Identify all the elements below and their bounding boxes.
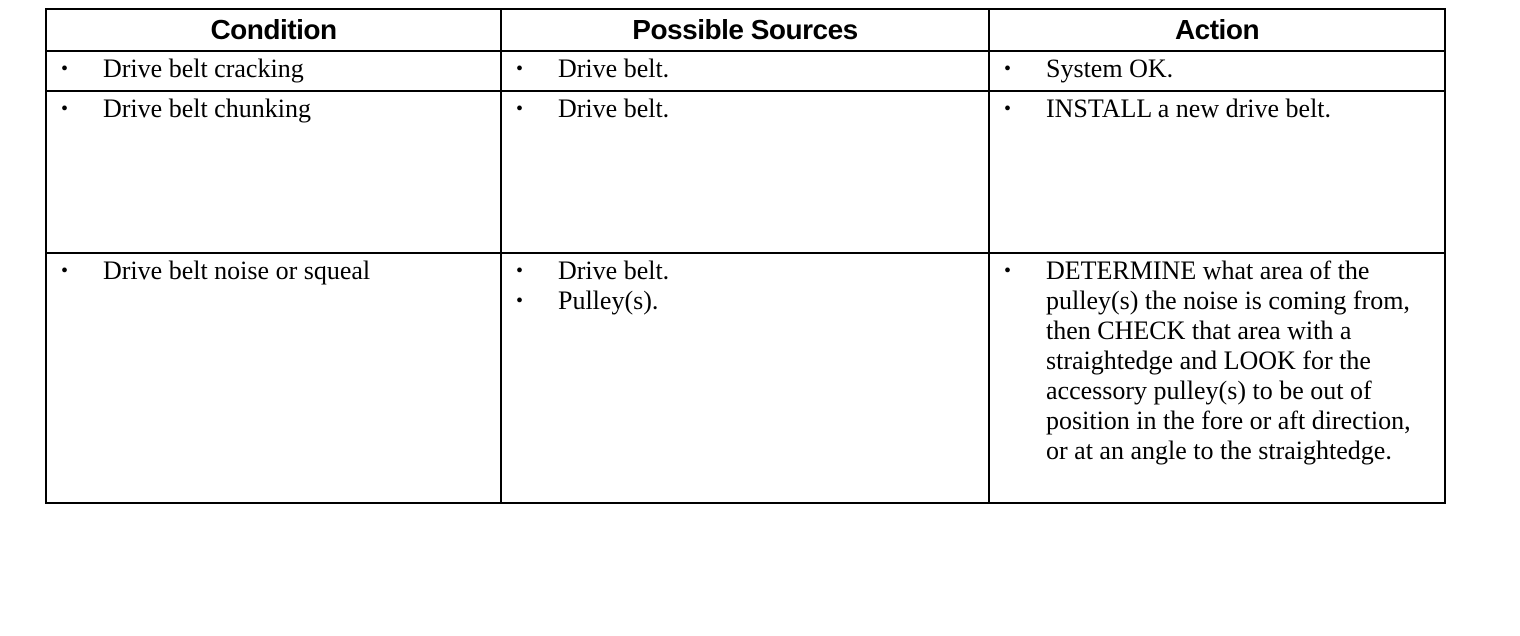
action-text: System OK. [1046,54,1174,83]
condition-text: Drive belt chunking [103,94,311,123]
table-row [46,51,1445,91]
header-possible-sources: Possible Sources [501,9,989,51]
bullet-icon: • [61,58,69,80]
header-action: Action [989,9,1445,51]
condition-text: Drive belt noise or squeal [103,256,371,285]
bullet-icon: • [1004,260,1012,282]
header-row [46,9,1445,51]
bullet-icon: • [1004,98,1012,120]
list-item [990,94,1444,124]
list-item [990,54,1444,84]
source-text: Pulley(s). [558,286,659,315]
condition-cell [46,253,501,503]
sources-cell [501,91,989,253]
list-item [502,94,988,124]
action-text: INSTALL a new drive belt. [1046,94,1332,123]
table-row [46,253,1445,503]
action-cell [989,51,1445,91]
list-item [502,286,988,316]
source-text: Drive belt. [558,54,670,83]
source-text: Drive belt. [558,256,670,285]
diagnosis-table [45,8,1446,504]
list-item [502,54,988,84]
bullet-icon: • [516,260,524,282]
bullet-icon: • [61,98,69,120]
bullet-icon: • [516,290,524,312]
sources-cell [501,51,989,91]
table-row [46,91,1445,253]
list-item [47,54,500,84]
list-item [47,94,500,124]
source-text: Drive belt. [558,94,670,123]
bullet-icon: • [1004,58,1012,80]
bullet-icon: • [61,260,69,282]
list-item [990,256,1444,466]
action-cell [989,91,1445,253]
condition-cell [46,91,501,253]
header-condition: Condition [46,9,501,51]
bullet-icon: • [516,98,524,120]
action-cell [989,253,1445,503]
list-item [47,256,500,286]
condition-cell [46,51,501,91]
action-text: DETERMINE what area of the pulley(s) the noise is coming from, then CHECK that area with a straightedge and LOOK for the accessory pulley(s) to be out of position in the fore or aft direction, or at an angle to the straightedge. [1046,256,1411,465]
list-item [502,256,988,286]
sources-cell [501,253,989,503]
condition-text: Drive belt cracking [103,54,304,83]
bullet-icon: • [516,58,524,80]
